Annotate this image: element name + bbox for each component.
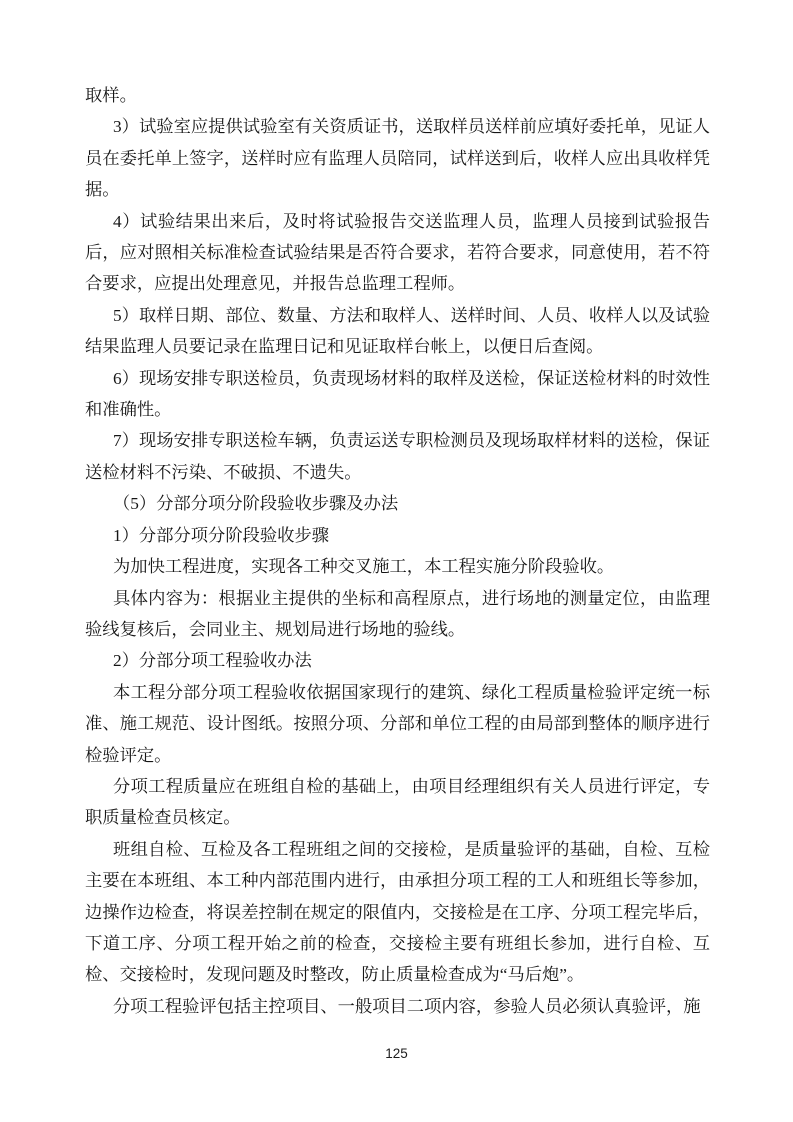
paragraph: 3）试验室应提供试验室有关资质证书，送取样员送样前应填好委托单，见证人员在委托单上签字，送样时应有监理人员陪同，试样送到后，收样人应出具收样凭据。 [85, 117, 710, 200]
paragraph: 7）现场安排专职送检车辆，负责运送专职检测员及现场取样材料的送检，保证送检材料不污染、不破损、不遗失。 [85, 431, 710, 482]
paragraph: 1）分部分项分阶段验收步骤 [113, 525, 330, 545]
paragraph: 取样。 [85, 86, 137, 105]
paragraph: （5）分部分项分阶段验收步骤及办法 [113, 494, 399, 514]
paragraph: 为加快工程进度，实现各工种交叉施工，本工程实施分阶段验收。 [113, 557, 615, 577]
paragraph: 4）试验结果出来后，及时将试验报告交送监理人员，监理人员接到试验报告后，应对照相关标准检查试验结果是否符合要求，若符合要求，同意使用，若不符合要求，应提出处理意见，并报告总监理工程师。 [85, 211, 710, 294]
paragraph: 班组自检、互检及各工程班组之间的交接检，是质量验评的基础，自检、互检主要在本班组、本工种内部范围内进行，由承担分项工程的工人和班组长等参加，边操作边检查，将误差控制在规定的限值内，交接检是在工序、分项工程完毕后，下道工序、分项工程开始之前的检查，交接检主要有班组长参加，进行自检、互检、交接检时，发现问题及时整改，防止质量检查成为“马后炮”。 [85, 839, 710, 985]
paragraph: 2）分部分项工程验收办法 [113, 651, 312, 671]
paragraph-list [85, 80, 710, 1022]
paragraph: 5）取样日期、部位、数量、方法和取样人、送样时间、人员、收样人以及试验结果监理人员要记录在监理日记和见证取样台帐上，以便日后查阅。 [85, 305, 710, 357]
paragraph: 分项工程验评包括主控项目、一般项目二项内容，参验人员必须认真验评，施 [113, 996, 701, 1016]
page-number: 125 [385, 1046, 408, 1061]
paragraph: 本工程分部分项工程验收依据国家现行的建筑、绿化工程质量检验评定统一标准、施工规范、设计图纸。按照分项、分部和单位工程的由局部到整体的顺序进行检验评定。 [85, 682, 710, 765]
paragraph: 具体内容为：根据业主提供的坐标和高程原点，进行场地的测量定位，由监理验线复核后，会同业主、规划局进行场地的验线。 [85, 588, 710, 639]
paragraph: 分项工程质量应在班组自检的基础上，由项目经理组织有关人员进行评定，专职质量检查员核定。 [85, 776, 710, 828]
paragraph: 6）现场安排专职送检员，负责现场材料的取样及送检，保证送检材料的时效性和准确性。 [85, 368, 710, 420]
